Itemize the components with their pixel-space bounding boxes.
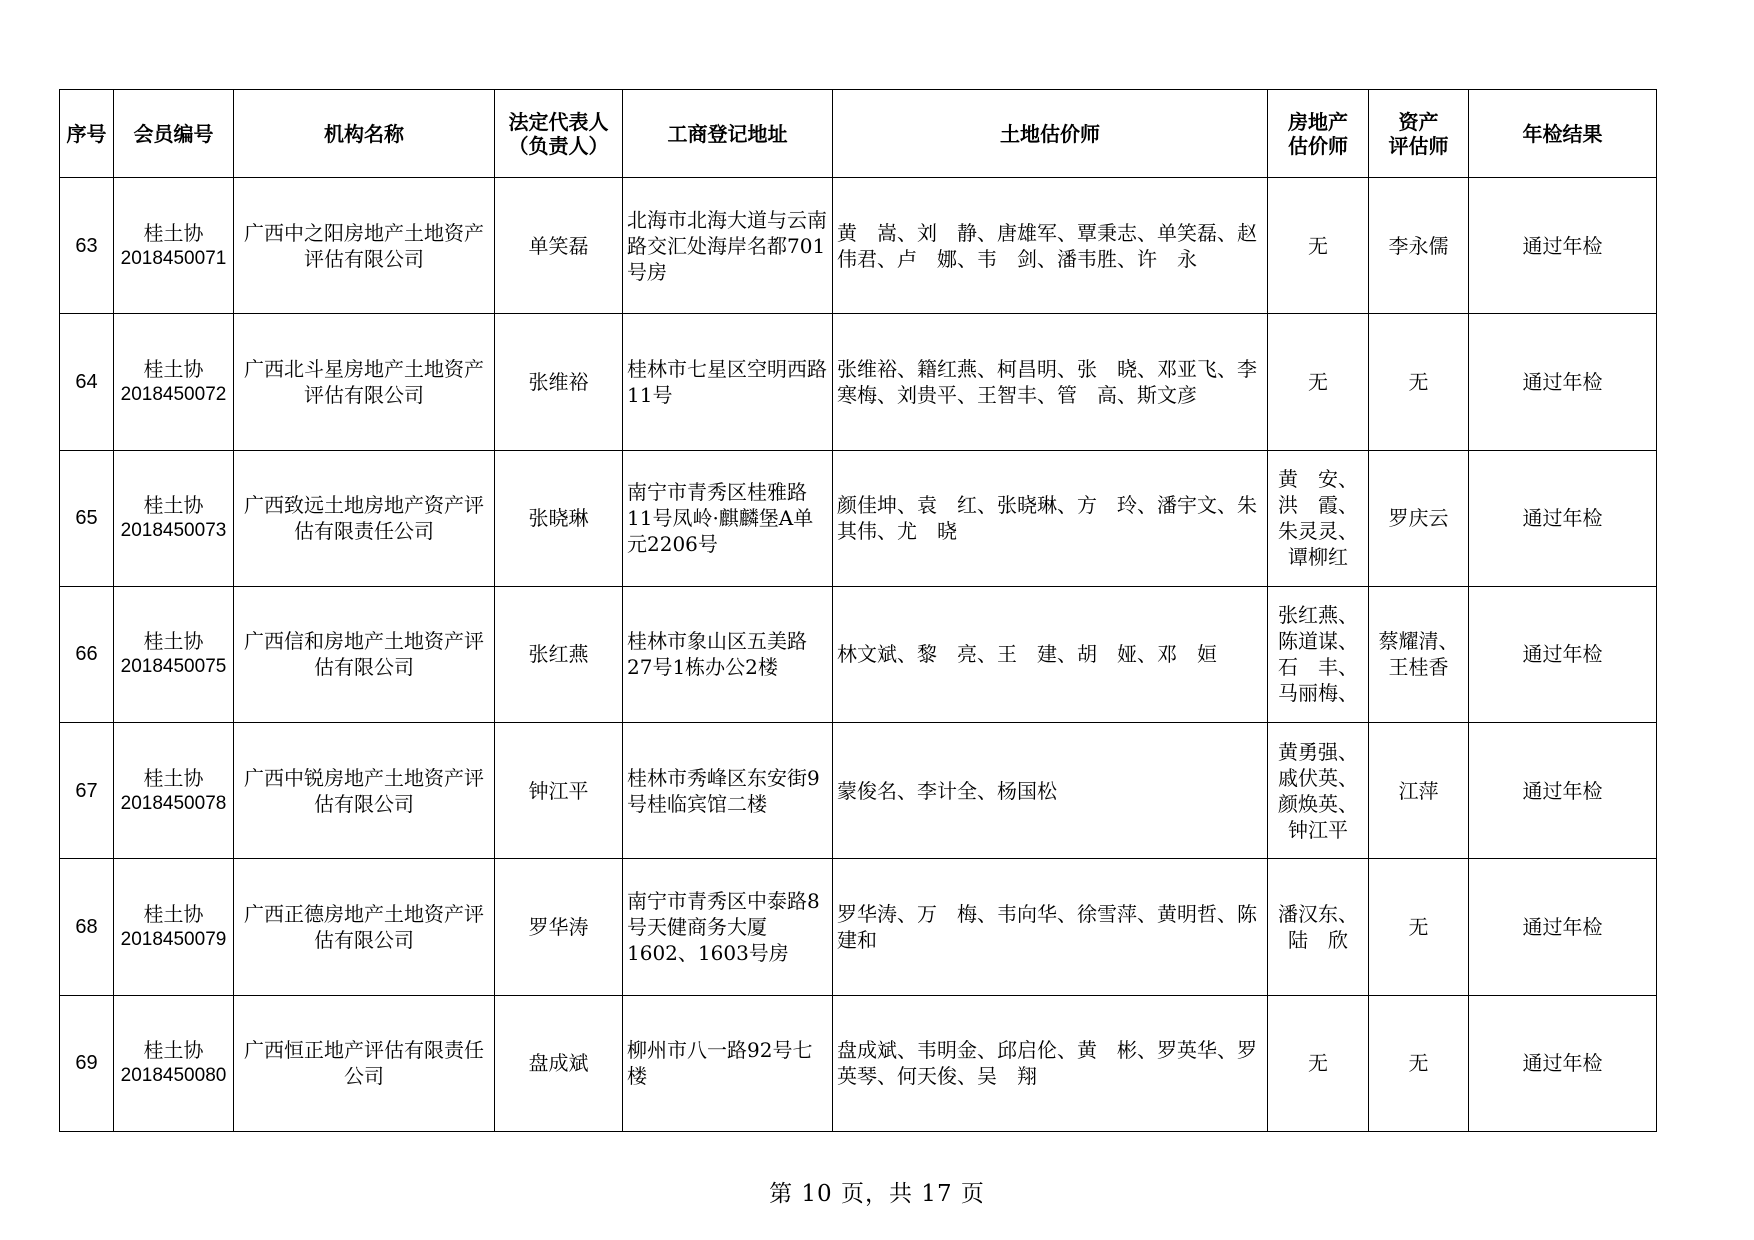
cell-asset-appraisers: 无 — [1369, 859, 1469, 995]
cell-legal-rep: 盘成斌 — [495, 995, 623, 1131]
header-legal-rep-line1: 法定代表人 — [508, 109, 609, 134]
cell-member-no — [114, 178, 234, 314]
cell-seq: 64 — [60, 314, 114, 450]
member-number: 2018450072 — [120, 383, 227, 405]
cell-address: 南宁市青秀区中泰路8号天健商务大厦1602、1603号房 — [623, 859, 833, 995]
cell-address: 桂林市象山区五美路27号1栋办公2楼 — [623, 586, 833, 722]
cell-address: 桂林市秀峰区东安街9号桂临宾馆二楼 — [623, 723, 833, 859]
cell-asset-appraisers: 江萍 — [1369, 723, 1469, 859]
cell-asset-appraisers: 无 — [1369, 314, 1469, 450]
header-seq: 序号 — [60, 90, 114, 178]
header-legal-rep — [495, 90, 623, 178]
member-prefix: 桂土协 — [143, 1038, 204, 1063]
cell-seq: 68 — [60, 859, 114, 995]
cell-org-name: 广西中之阳房地产土地资产评估有限公司 — [234, 178, 495, 314]
cell-land-appraisers: 罗华涛、万 梅、韦向华、徐雪萍、黄明哲、陈建和 — [833, 859, 1268, 995]
cell-seq: 65 — [60, 450, 114, 586]
cell-legal-rep: 张晓琳 — [495, 450, 623, 586]
cell-land-appraisers: 黄 嵩、刘 静、唐雄军、覃秉志、单笑磊、赵伟君、卢 娜、韦 剑、潘韦胜、许 永 — [833, 178, 1268, 314]
header-org-name: 机构名称 — [234, 90, 495, 178]
cell-org-name: 广西北斗星房地产土地资产评估有限公司 — [234, 314, 495, 450]
header-realestate-line1: 房地产 — [1288, 109, 1348, 134]
member-number: 2018450079 — [120, 929, 227, 951]
cell-address: 南宁市青秀区桂雅路11号凤岭·麒麟堡A单元2206号 — [623, 450, 833, 586]
table-row — [60, 314, 1657, 450]
cell-seq: 69 — [60, 995, 114, 1131]
header-row — [60, 90, 1657, 178]
member-number: 2018450080 — [120, 1065, 227, 1087]
cell-legal-rep: 张维裕 — [495, 314, 623, 450]
registry-table — [59, 89, 1657, 1132]
cell-member-no — [114, 314, 234, 450]
cell-member-no — [114, 450, 234, 586]
cell-legal-rep: 罗华涛 — [495, 859, 623, 995]
cell-result: 通过年检 — [1469, 723, 1657, 859]
member-prefix: 桂土协 — [143, 765, 204, 790]
cell-asset-appraisers: 无 — [1369, 995, 1469, 1131]
page-footer: 第 10 页，共 17 页 — [769, 1181, 985, 1207]
cell-address: 柳州市八一路92号七楼 — [623, 995, 833, 1131]
cell-seq: 63 — [60, 178, 114, 314]
cell-land-appraisers: 盘成斌、韦明金、邱启伦、黄 彬、罗英华、罗英琴、何天俊、吴 翔 — [833, 995, 1268, 1131]
table-row — [60, 178, 1657, 314]
cell-result: 通过年检 — [1469, 586, 1657, 722]
header-member-no: 会员编号 — [114, 90, 234, 178]
cell-org-name: 广西正德房地产土地资产评估有限公司 — [234, 859, 495, 995]
table-row — [60, 450, 1657, 586]
cell-legal-rep: 钟江平 — [495, 723, 623, 859]
member-number: 2018450078 — [120, 792, 227, 814]
header-legal-rep-line2: （负责人） — [508, 133, 609, 158]
header-address: 工商登记地址 — [623, 90, 833, 178]
header-asset-line1: 资产 — [1398, 109, 1439, 134]
cell-seq: 67 — [60, 723, 114, 859]
cell-org-name: 广西致远土地房地产资产评估有限责任公司 — [234, 450, 495, 586]
cell-address: 桂林市七星区空明西路11号 — [623, 314, 833, 450]
cell-land-appraisers: 蒙俊名、李计全、杨国松 — [833, 723, 1268, 859]
cell-seq: 66 — [60, 586, 114, 722]
header-realestate-line2: 估价师 — [1288, 133, 1348, 158]
header-realestate-appraisers — [1268, 90, 1369, 178]
header-land-appraisers: 土地估价师 — [833, 90, 1268, 178]
cell-member-no — [114, 723, 234, 859]
cell-result: 通过年检 — [1469, 314, 1657, 450]
member-number: 2018450073 — [120, 520, 227, 542]
cell-land-appraisers: 张维裕、籍红燕、柯昌明、张 晓、邓亚飞、李寒梅、刘贵平、王智丰、管 高、斯文彦 — [833, 314, 1268, 450]
cell-realestate-appraisers: 无 — [1268, 178, 1369, 314]
cell-org-name: 广西中锐房地产土地资产评估有限公司 — [234, 723, 495, 859]
cell-realestate-appraisers: 无 — [1268, 995, 1369, 1131]
cell-legal-rep: 张红燕 — [495, 586, 623, 722]
cell-address: 北海市北海大道与云南路交汇处海岸名都701号房 — [623, 178, 833, 314]
member-prefix: 桂土协 — [143, 356, 204, 381]
table-row — [60, 723, 1657, 859]
cell-member-no — [114, 859, 234, 995]
cell-realestate-appraisers: 无 — [1268, 314, 1369, 450]
cell-member-no — [114, 586, 234, 722]
member-number: 2018450075 — [120, 656, 227, 678]
member-prefix: 桂土协 — [143, 220, 204, 245]
cell-land-appraisers: 颜佳坤、袁 红、张晓琳、方 玲、潘宇文、朱其伟、尤 晓 — [833, 450, 1268, 586]
table-row — [60, 995, 1657, 1131]
cell-member-no — [114, 995, 234, 1131]
cell-realestate-appraisers: 黄 安、洪 霞、朱灵灵、谭柳红 — [1268, 450, 1369, 586]
cell-result: 通过年检 — [1469, 178, 1657, 314]
header-asset-line2: 评估师 — [1388, 133, 1449, 158]
cell-result: 通过年检 — [1469, 995, 1657, 1131]
cell-asset-appraisers: 蔡耀清、王桂香 — [1369, 586, 1469, 722]
header-result: 年检结果 — [1469, 90, 1657, 178]
cell-realestate-appraisers: 潘汉东、陆 欣 — [1268, 859, 1369, 995]
table-row — [60, 586, 1657, 722]
cell-land-appraisers: 林文斌、黎 亮、王 建、胡 娅、邓 姮 — [833, 586, 1268, 722]
member-prefix: 桂土协 — [143, 902, 204, 927]
cell-org-name: 广西恒正地产评估有限责任公司 — [234, 995, 495, 1131]
cell-realestate-appraisers: 黄勇强、戚伏英、颜焕英、钟江平 — [1268, 723, 1369, 859]
table-row — [60, 859, 1657, 995]
member-prefix: 桂土协 — [143, 493, 204, 518]
cell-asset-appraisers: 李永儒 — [1369, 178, 1469, 314]
header-asset-appraisers — [1369, 90, 1469, 178]
cell-realestate-appraisers: 张红燕、陈道谋、石 丰、马丽梅、 — [1268, 586, 1369, 722]
cell-asset-appraisers: 罗庆云 — [1369, 450, 1469, 586]
cell-result: 通过年检 — [1469, 859, 1657, 995]
member-number: 2018450071 — [120, 247, 227, 269]
cell-result: 通过年检 — [1469, 450, 1657, 586]
cell-legal-rep: 单笑磊 — [495, 178, 623, 314]
cell-org-name: 广西信和房地产土地资产评估有限公司 — [234, 586, 495, 722]
member-prefix: 桂土协 — [143, 629, 204, 654]
